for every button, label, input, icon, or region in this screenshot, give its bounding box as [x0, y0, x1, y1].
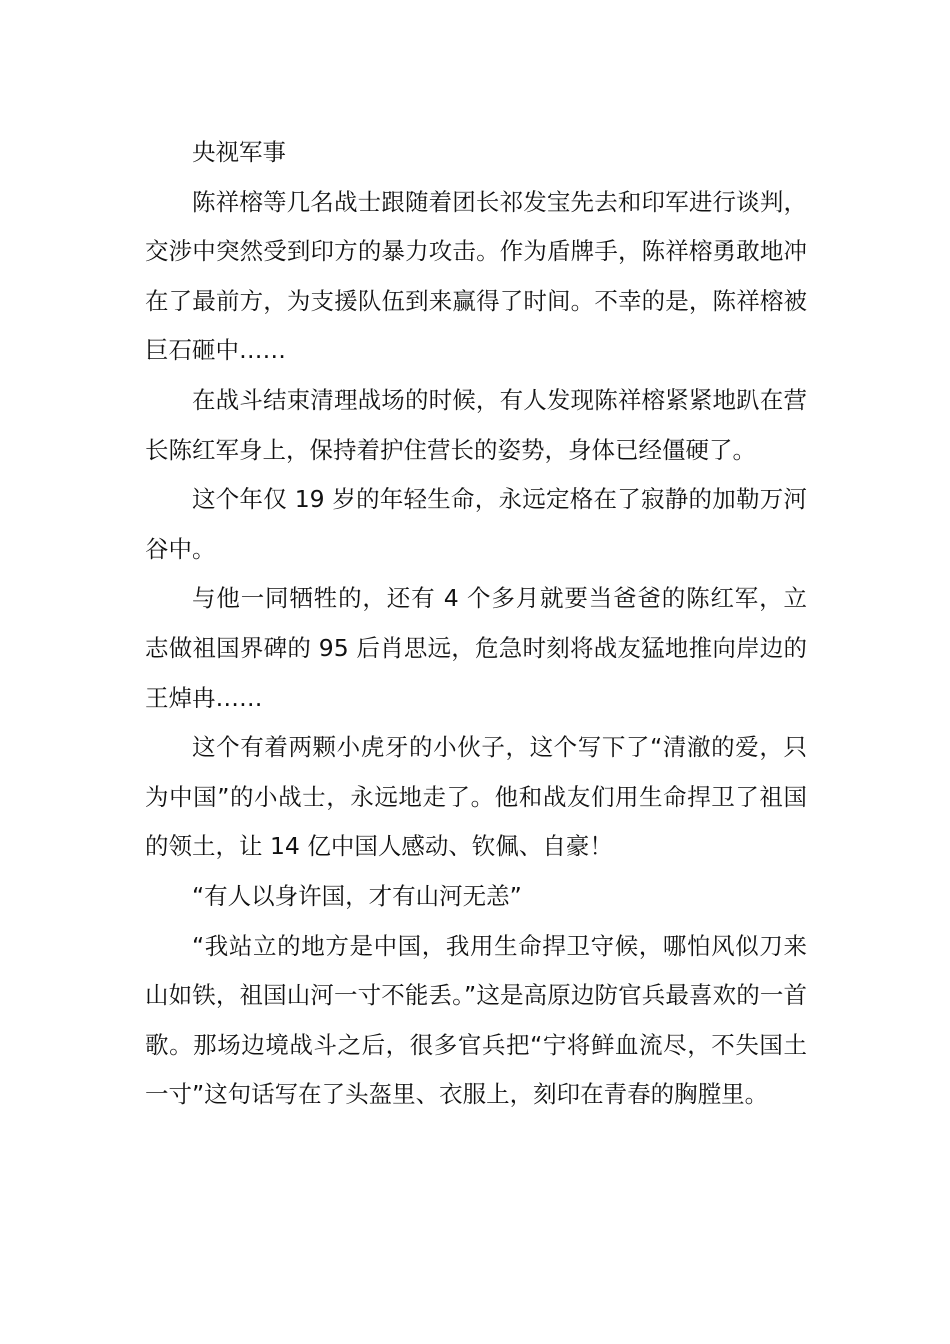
paragraph: 与他一同牺牲的，还有 4 个多月就要当爸爸的陈红军，立志做祖国界碑的 95 后肖思远，危急时刻将战友猛地推向岸边的王焯冉…… — [145, 584, 807, 712]
paragraph: 这个有着两颗小虎牙的小伙子，这个写下了“清澈的爱，只为中国”的小战士，永远地走了。他和战友们用生命捍卫了祖国的领土，让 14 亿中国人感动、钦佩、自豪！ — [145, 733, 807, 861]
document-body — [145, 128, 807, 1120]
paragraph-quote-heading: “有人以身许国，才有山河无恙” — [192, 881, 522, 910]
paragraph: 陈祥榕等几名战士跟随着团长祁发宝先去和印军进行谈判，交涉中突然受到印方的暴力攻击。作为盾牌手，陈祥榕勇敢地冲在了最前方，为支援队伍到来赢得了时间。不幸的是，陈祥榕被巨石砸中…… — [145, 187, 807, 365]
paragraph-source: 央视军事 — [192, 138, 286, 166]
paragraph: “我站立的地方是中国，我用生命捍卫守候，哪怕风似刀来山如铁，祖国山河一寸不能丢。”这是高原边防官兵最喜欢的一首歌。那场边境战斗之后，很多官兵把“宁将鲜血流尽，不失国土一寸”这句话写在了头盔里、衣服上，刻印在青春的胸膛里。 — [145, 931, 807, 1109]
paragraph: 在战斗结束清理战场的时候，有人发现陈祥榕紧紧地趴在营长陈红军身上，保持着护住营长的姿势，身体已经僵硬了。 — [145, 385, 807, 464]
paragraph: 这个年仅 19 岁的年轻生命，永远定格在了寂静的加勒万河谷中。 — [145, 485, 807, 563]
